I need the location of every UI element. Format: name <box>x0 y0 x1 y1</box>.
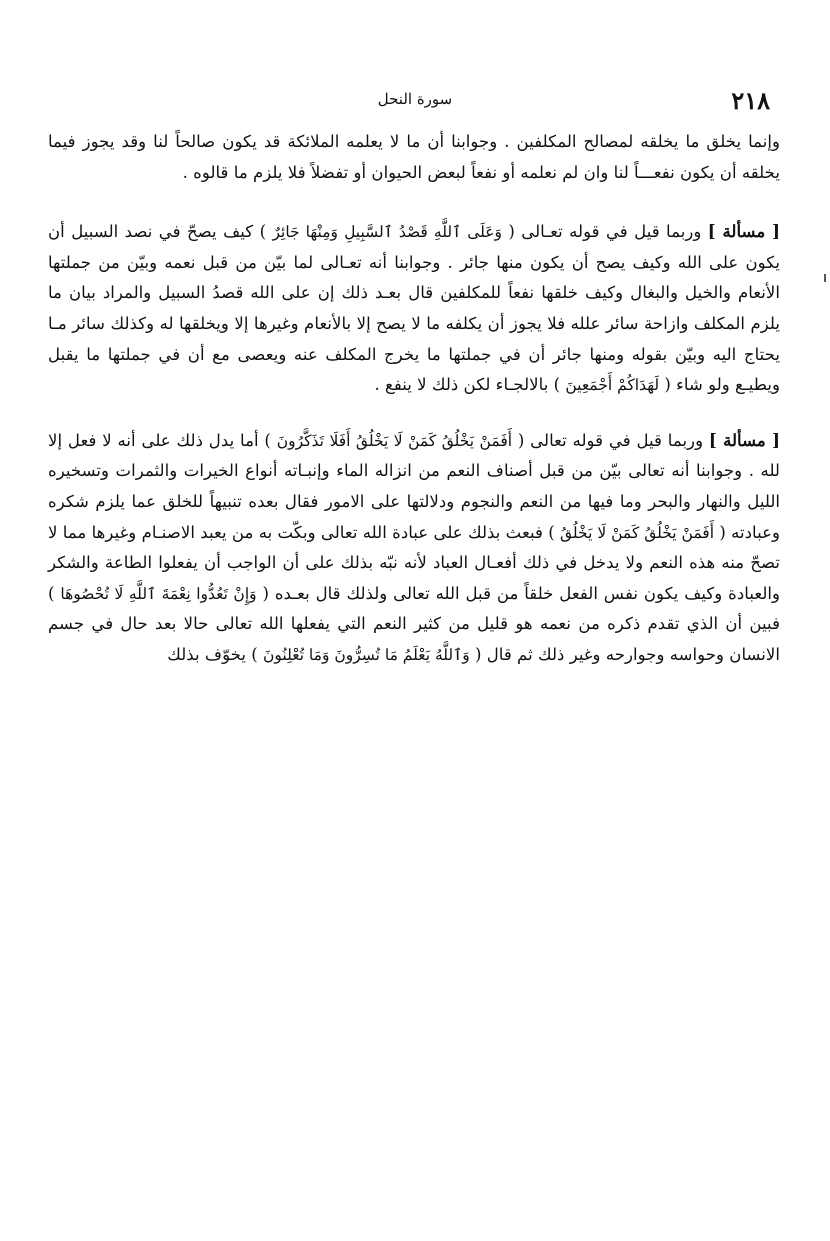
quran-verse: وَعَلَى ٱللَّهِ قَصْدُ ٱلسَّبِيلِ وَمِنْهَا جَائِرٌ <box>272 223 502 242</box>
paragraph-2-text-c: ) بالالجـاء لكن ذلك لا ينفع . <box>374 375 566 395</box>
paragraph-3-text-b: ) أما يدل ذلك على أنه لا فعل إلا لله . وجوابنا أنه تعالى بيّن من قبل أصناف النعم من انزاله الماء وإنبـاته أنواع الخيرات والثمرات وتسخيره الليل والنهار والبحر وما فيها من النعم والنجوم ودلالتها على الامور فقال بعده تنبيهاً للخلق عما يلزم شكره وعبادته ( <box>48 430 780 542</box>
masala-label: [ مسألة ] <box>707 221 780 242</box>
quran-verse: لَهَدَاكُمْ أَجْمَعِينَ <box>565 376 660 395</box>
paragraph-2 <box>48 216 780 401</box>
quran-verse: وَإِنْ تَعُدُّوا نِعْمَةَ ٱللَّهِ لَا تُحْصُوهَا <box>60 584 257 603</box>
paragraph-2-text-a: وربما قيل في قوله تعـالى ( <box>502 222 708 242</box>
paragraph-3-text-e: ) يخوّف بذلك <box>167 644 264 664</box>
body-text <box>48 127 780 671</box>
paragraph-3-text-d: ) فبين أن الذي تقدم ذكره من نعمه هو قليل من كثير النعم التي يفعلها الله تعالى حالا بعد حال في جسم الانسان وحواسه وجوارحه وغير ذلك ثم قال ( <box>48 583 780 664</box>
paragraph-3-text-c: ) فبعث بذلك على عبادة الله تعالى وبكّت به من يعبد الاصنـام وغيرها مما لا تصحّ منه هذه النعم ولا يدخل في ذلك أفعـال العباد لأنه نبّه بذلك على أن الواجب أن يفعلوا الطاعة والشكر والعبادة وكيف يكون نفس الفعل خلقاً من قبل الله تعالى ولذلك قال بعـده ( <box>48 522 781 603</box>
quran-verse: أَفَمَنْ يَخْلُقُ كَمَنْ لَا يَخْلُقُ أَفَلَا تَذَكَّرُونَ <box>276 431 513 450</box>
surah-title: سورة النحل <box>377 90 453 108</box>
quran-verse: أَفَمَنْ يَخْلُقُ كَمَنْ لَا يَخْلُقُ <box>560 523 715 542</box>
masala-label: [ مسألة ] <box>708 429 780 450</box>
paragraph-1 <box>48 127 780 188</box>
paragraph-3 <box>48 425 780 671</box>
margin-mark <box>824 274 826 282</box>
paragraph-2-text-b: ) كيف يصحّ في نصد السبيل أن يكون على الله وكيف يصح أن يكون منها جائر . وجوابنا أنه تعـالى لما بيّن من قبل نعمه وبيّن من جملتها الأنعام والخيل والبغال وكيف خلقها نفعاً للمكلفين قال بعـد ذلك إن على الله قصدُ السبيل والمراد بيان ما يلزم المكلف وازاحة سائر علله فلا يجوز أن يكلفه ما لا يصح إلا بالأنعام وغيرها إلا ويخلقها له وكذلك سائر مـا يحتاج اليه وبيّن بقوله ومنها جائر أن في جملتها ما يخرج المكلف عنه ويعصى مع أن في جملتها ما يقبل ويطيـع ولو شاء ( <box>48 222 780 395</box>
paragraph-3-text-a: وربما قيل في قوله تعالى ( <box>512 430 709 450</box>
page-number: ٢١٨ <box>731 86 770 115</box>
quran-verse: وَٱللَّهُ يَعْلَمُ مَا تُسِرُّونَ وَمَا تُعْلِنُونَ <box>263 645 470 664</box>
paragraph-1-text: وإنما يخلق ما يخلقه لمصالح المكلفين . وجوابنا أن ما لا يعلمه الملائكة قد يكون صالحاً لنا وقد يجوز فيما يخلقه أن يكون نفعـــاً لنا وان لم نعلمه أو نفعاً لبعض الحيوان أو تفضلاً فلا يلزم ما قالوه . <box>48 132 780 182</box>
running-head <box>60 86 770 116</box>
